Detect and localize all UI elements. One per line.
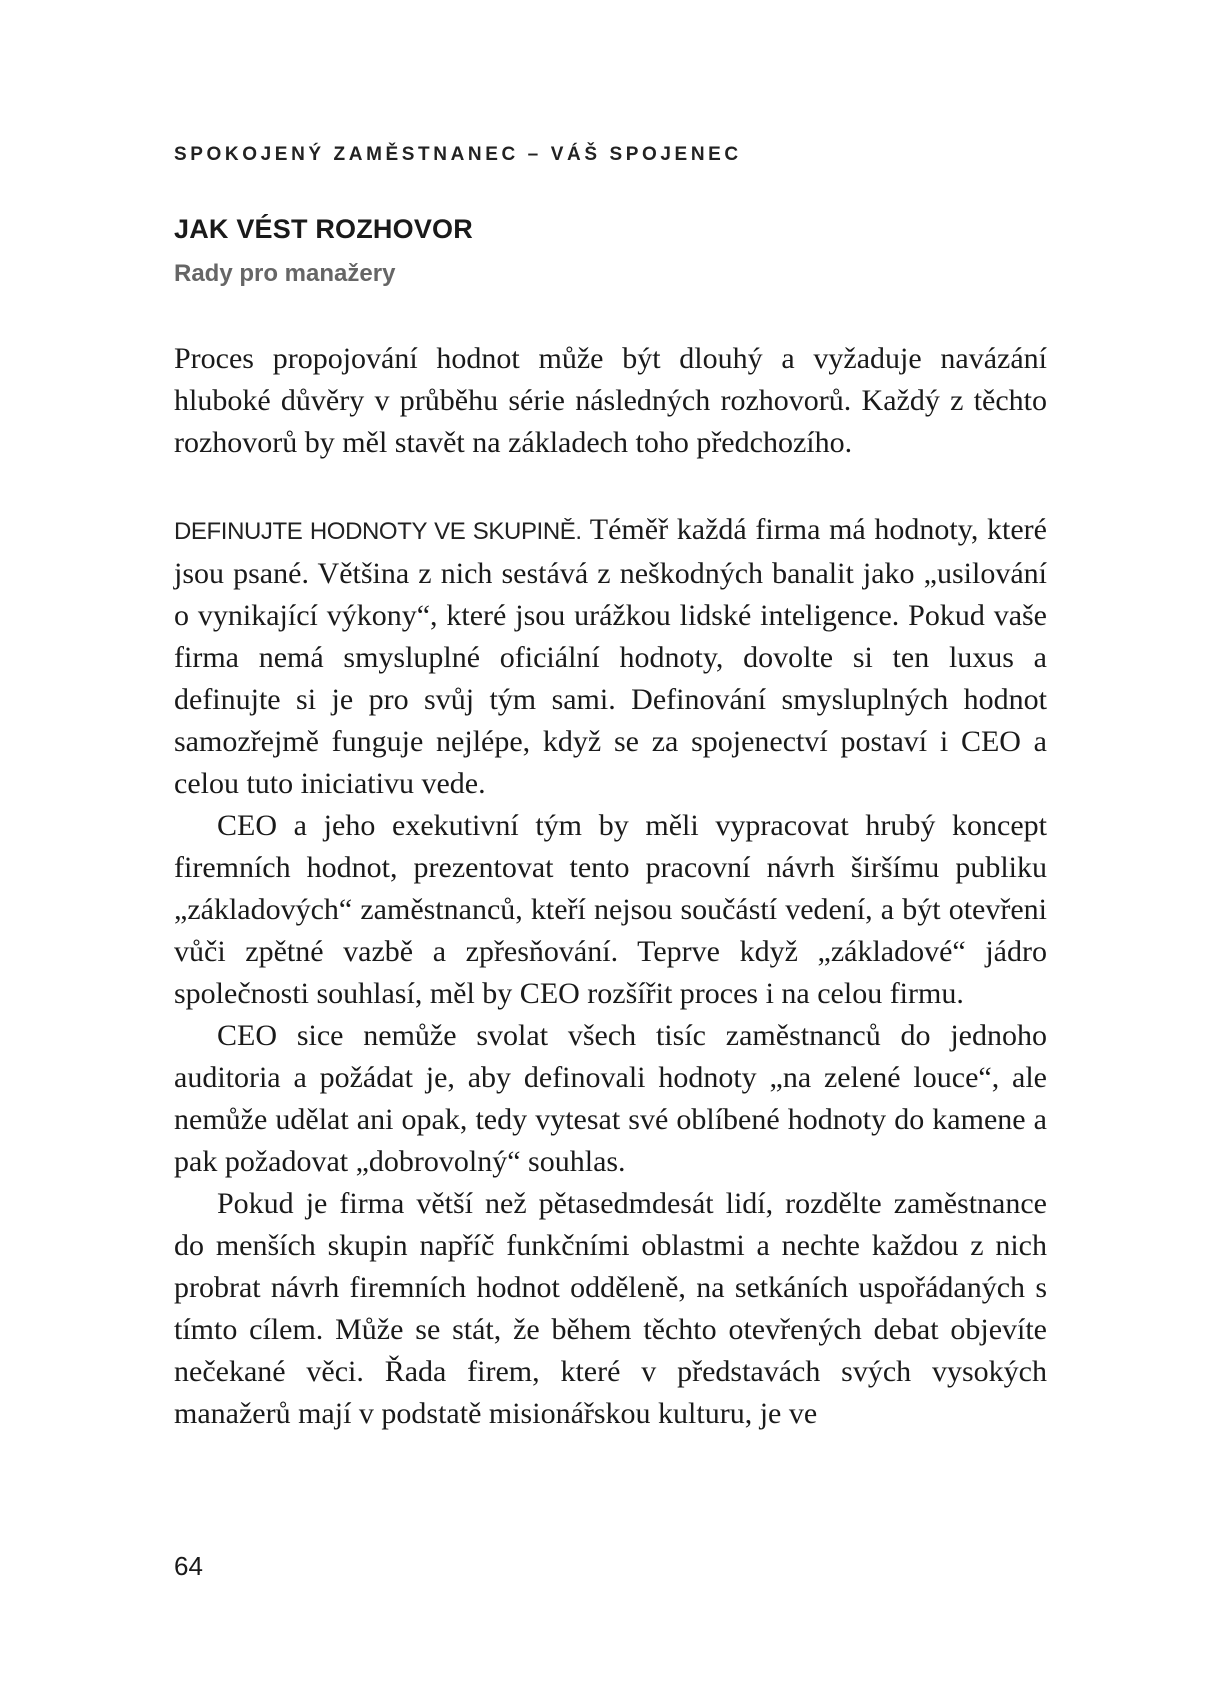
paragraph-1-text: Téměř každá firma má hodnoty, které jsou psané. Většina z nich sestává z neškodných banalit jako „usilování o vynikající výkony“, které jsou urážkou lidské inteligence. Pokud vaše firma nemá smysluplné oficiální hodnoty, dovolte si ten luxus a definujte si je pro svůj tým sami. Definování smysluplných hodnot samozřejmě funguje nejlépe, když se za spojenectví postaví i CEO a celou tuto iniciativu vede. — [174, 513, 1047, 800]
main-text-block — [174, 509, 1047, 1435]
running-header: SPOKOJENÝ ZAMĚSTNANEC – VÁŠ SPOJENEC — [174, 144, 742, 165]
section-subtitle: Rady pro manažery — [174, 260, 396, 287]
intro-block — [174, 338, 1047, 464]
section-title: JAK VÉST ROZHOVOR — [174, 214, 473, 244]
page-number: 64 — [174, 1551, 203, 1581]
paragraph-3: CEO sice nemůže svolat všech tisíc zaměstnanců do jednoho auditoria a požádat je, aby definovali hodnoty „na zelené louce“, ale nemůže udělat ani opak, tedy vytesat své oblíbené hodnoty do kamene a pak požadovat „dobrovolný“ souhlas. — [174, 1019, 1047, 1178]
intro-paragraph: Proces propojování hodnot může být dlouhý a vyžaduje navázání hluboké důvěry v průběhu série následných rozhovorů. Každý z těchto rozhovorů by měl stavět na základech toho předchozího. — [174, 342, 1047, 459]
paragraph-4: Pokud je firma větší než pětasedmdesát lidí, rozdělte zaměstnance do menších skupin napříč funkčními oblastmi a nechte každou z nich probrat návrh firemních hodnot odděleně, na setkáních uspořádaných s tímto cílem. Může se stát, že během těchto otevřených debat objevíte nečekané věci. Řada firem, které v představách svých vysokých manažerů mají v podstatě misionářskou kulturu, je ve — [174, 1187, 1047, 1430]
paragraph-lead-in: DEFINUJTE HODNOTY VE SKUPINĚ. — [174, 518, 582, 545]
paragraph-1 — [174, 509, 1047, 805]
paragraph-2: CEO a jeho exekutivní tým by měli vypracovat hrubý koncept firemních hodnot, prezentovat tento pracovní návrh širšímu publiku „základových“ zaměstnanců, kteří nejsou součástí vedení, a být otevřeni vůči zpětné vazbě a zpřesňování. Teprve když „základové“ jádro společnosti souhlasí, měl by CEO rozšířit proces i na celou firmu. — [174, 809, 1047, 1010]
